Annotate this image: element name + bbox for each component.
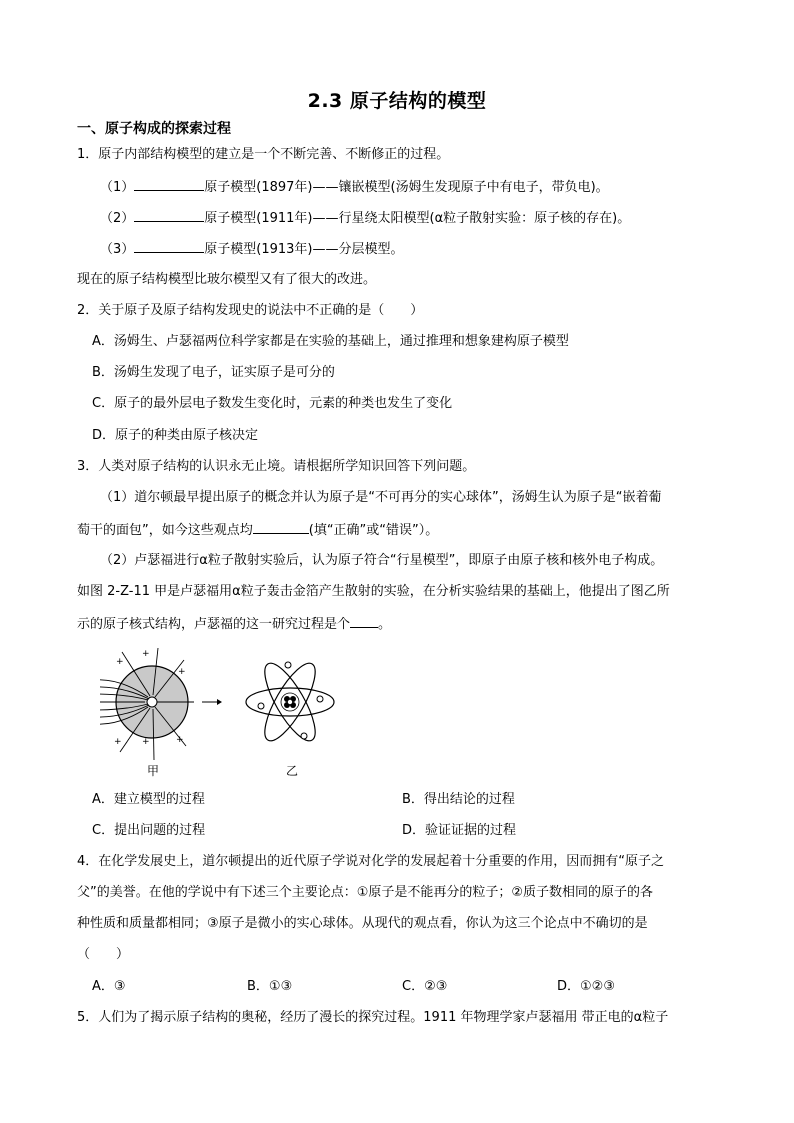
q2-option-c[interactable]: C．原子的最外层电子数发生变化时，元素的种类也发生了变化 <box>92 396 453 411</box>
q1-item-1-text: 原子模型(1897年)——镶嵌模型(汤姆生发现原子中有电子，带负电)。 <box>204 180 609 195</box>
q3-p1-text-after: (填“正确”或“错误”）。 <box>308 523 439 538</box>
q4-option-d[interactable]: D．①②③ <box>557 979 615 994</box>
q1-item-3-num: （3） <box>100 242 135 257</box>
arrow-icon <box>202 699 222 705</box>
q1-blank-2[interactable] <box>134 208 204 222</box>
svg-text:+: + <box>178 667 186 677</box>
svg-text:+: + <box>142 737 150 747</box>
q4-option-c[interactable]: C．②③ <box>402 979 448 994</box>
svg-text:+: + <box>176 735 184 745</box>
svg-text:+: + <box>114 737 122 747</box>
q3-p2-text-before: 示的原子核式结构，卢瑟福的这一研究过程是个 <box>77 617 351 632</box>
q2-option-a[interactable]: A．汤姆生、卢瑟福两位科学家都是在实验的基础上，通过推理和想象建构原子模型 <box>92 334 569 349</box>
q1-item-2-text: 原子模型(1911年)——行星绕太阳模型(α粒子散射实验：原子核的存在)。 <box>204 211 631 226</box>
q3-p1-text-before: 萄干的面包”，如今这些观点均 <box>77 523 253 538</box>
q1-blank-3[interactable] <box>134 239 204 253</box>
q1-item-3-text: 原子模型(1913年)——分层模型。 <box>204 242 404 257</box>
q4-line2: 父”的美誉。在他的学说中有下述三个主要论点：①原子是不能再分的粒子；②质子数相同的原子的各 <box>77 885 654 900</box>
q3-stem: 3．人类对原子结构的认识永无止境。请根据所学知识回答下列问题。 <box>77 459 476 474</box>
q3-p2-text-after: 。 <box>378 617 392 632</box>
q3-p2-line1: （2）卢瑟福进行α粒子散射实验后，认为原子符合“行星模型”，即原子由原子核和核外电子构成。 <box>100 553 664 568</box>
q1-item-3 <box>100 239 404 259</box>
svg-text:+: + <box>142 649 150 659</box>
page-title: 2.3 原子结构的模型 <box>307 90 487 112</box>
q4-line1: 4．在化学发展史上，道尔顿提出的近代原子学说对化学的发展起着十分重要的作用，因而拥有“原子之 <box>77 854 665 869</box>
q4-option-b[interactable]: B．①③ <box>247 979 293 994</box>
q3-option-c[interactable]: C．提出问题的过程 <box>92 823 206 838</box>
q2-option-d[interactable]: D．原子的种类由原子核决定 <box>92 428 259 443</box>
figure-label-right: 乙 <box>286 764 299 778</box>
q1-note: 现在的原子结构模型比玻尔模型又有了很大的改进。 <box>77 272 377 287</box>
q4-line4: （ ） <box>77 947 130 962</box>
atom-figure <box>100 640 360 780</box>
q1-item-2 <box>100 208 630 228</box>
q1-stem: 1．原子内部结构模型的建立是一个不断完善、不断修正的过程。 <box>77 147 450 162</box>
q3-option-b[interactable]: B．得出结论的过程 <box>402 792 515 807</box>
q1-blank-1[interactable] <box>134 177 204 191</box>
section-heading: 一、原子构成的探索过程 <box>77 121 231 137</box>
q4-line3: 种性质和质量都相同；③原子是微小的实心球体。从现代的观点看，你认为这三个论点中不确切的是 <box>77 916 648 931</box>
q3-p2-line3 <box>77 614 391 634</box>
q3-p1-line2 <box>77 520 438 540</box>
q2-option-b[interactable]: B．汤姆生发现了电子，证实原子是可分的 <box>92 365 335 380</box>
q3-blank-2[interactable] <box>350 614 378 628</box>
scattering-diagram <box>100 640 360 780</box>
q3-option-d[interactable]: D．验证证据的过程 <box>402 823 517 838</box>
q1-item-2-num: （2） <box>100 211 135 226</box>
q1-item-1-num: （1） <box>100 180 135 195</box>
q3-blank-1[interactable] <box>253 520 309 534</box>
svg-text:+: + <box>116 657 124 667</box>
q3-p2-line2: 如图 2-Z-11 甲是卢瑟福用α粒子轰击金箔产生散射的实验，在分析实验结果的基础上，他提出了图乙所 <box>77 584 670 599</box>
q4-option-a[interactable]: A．③ <box>92 979 126 994</box>
atom-model-illustration <box>246 657 334 747</box>
figure-label-left: 甲 <box>147 764 160 778</box>
q1-item-1 <box>100 177 609 197</box>
q2-stem: 2．关于原子及原子结构发现史的说法中不正确的是（ ） <box>77 303 424 318</box>
q3-option-a[interactable]: A．建立模型的过程 <box>92 792 205 807</box>
q5-line1: 5．人们为了揭示原子结构的奥秘，经历了漫长的探究过程。1911 年物理学家卢瑟福用 带正电的α粒子 <box>77 1010 669 1025</box>
q3-p1-line1: （1）道尔顿最早提出原子的概念并认为原子是“不可再分的实心球体”，汤姆生认为原子是“嵌着葡 <box>100 490 662 505</box>
scattering-experiment-illustration <box>100 648 194 760</box>
